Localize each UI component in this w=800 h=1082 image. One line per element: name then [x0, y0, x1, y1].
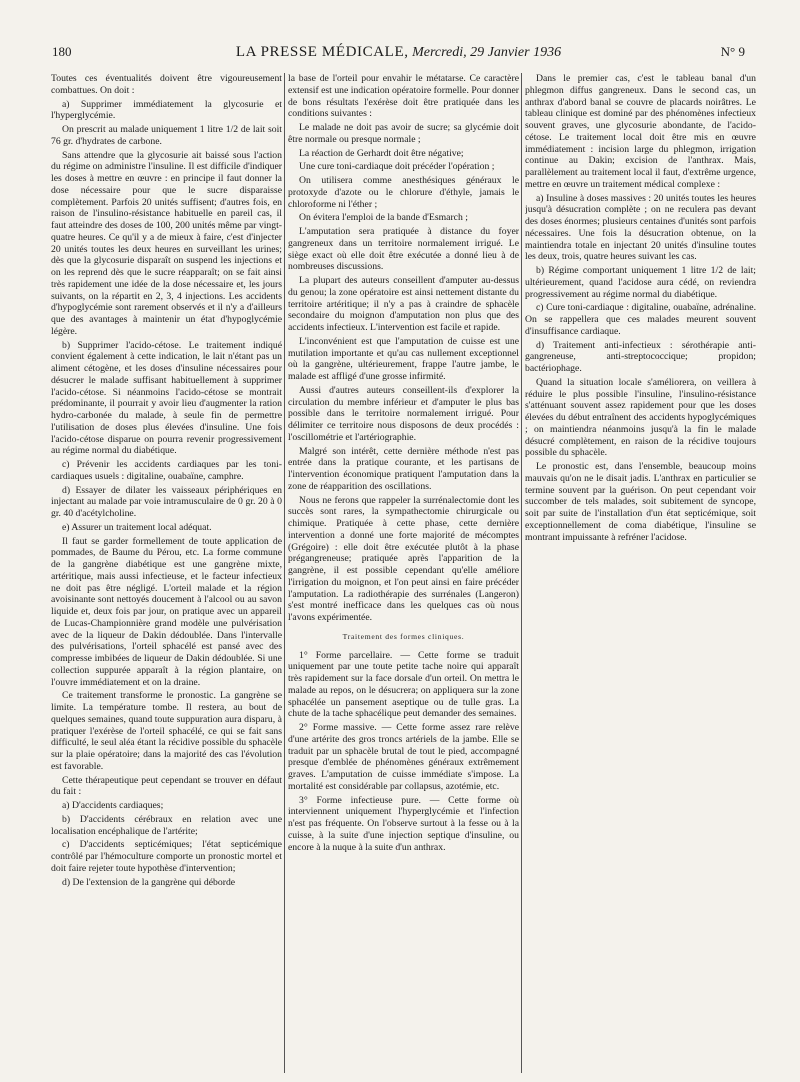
paragraph: Le pronostic est, dans l'ensemble, beaucoup moins mauvais qu'on ne le disait jadis. L'anthrax en particulier se termine souvent par la guérison. On peut cependant voir succomber de tels malades, soit subitement de syncope, soit par suite de l'installation d'un état septicémique, soit exceptionnellement de coma diabétique, l'insuline se montrant impuissante à refréner l'acidose.	[525, 461, 756, 543]
paragraph: e) Assurer un traitement local adéquat.	[62, 521, 212, 533]
journal-title: LA PRESSE MÉDICALE,	[235, 44, 409, 60]
paragraph: Toutes ces éventualités doivent être vigoureusement combattues. On doit :	[51, 73, 282, 96]
paragraph: L'amputation sera pratiquée à distance du foyer gangreneux dans un territoire normalement irrigué. Le siège exact où elle doit être exécutée a donné lieu à de nombreuses discussions.	[288, 226, 519, 273]
masthead	[52, 44, 745, 61]
paragraph: Ce traitement transforme le pronostic. La gangrène se limite. La température tombe. Il restera, au bout de quelques semaines, quand toute suppuration aura disparu, à pratiquer l'exérèse de l'orteil sphacélé, ce qui se fait sans difficulté, le seul aléa étant la récidive possible du sphacèle sur la plaie opératoire; dans la majorité des cas l'évolution est favorable.	[51, 690, 282, 772]
paragraph: a) Supprimer immédiatement la glycosurie et l'hyperglycémie.	[51, 98, 282, 122]
paragraph: Dans le premier cas, c'est le tableau banal d'un phlegmon diffus gangreneux. Dans le second cas, un anthrax d'abord banal se couvre de placards noirâtres. Le tableau clinique est dominé par des phénomènes infectieux souvent graves, une glycosurie abondante, de l'acido-cétose. Le traitement local doit être mis en œuvre immédiatement : incision large du phlegmon, irrigation continue au Dakin; excision de l'anthrax. Mais, parallèlement au traitement local il faut, d'extrême urgence, mettre en œuvre un traitement médical complexe :	[525, 73, 756, 190]
paragraph: Le malade ne doit pas avoir de sucre; sa glycémie doit être normale ou presque normale ;	[288, 122, 519, 145]
paragraph: Quand la situation locale s'améliorera, on veillera à réduire le plus possible l'insuline, l'insulino-résistance s'atténuant souvent assez rapidement pour que les doses élevées du début entraînent des accidents hypoglycémiques ; on maintiendra néanmoins jusqu'à la fin le malade désucré complètement, en raison de la récidive toujours possible du sphacèle.	[525, 376, 756, 459]
paragraph: Malgré son intérêt, cette dernière méthode n'est pas entrée dans la pratique courante, et les partisans de l'intervention économique pratiquent l'amputation dans la zone de réapparition des oscillations.	[288, 445, 519, 492]
column-rule	[521, 73, 522, 1073]
column-2	[288, 73, 519, 1075]
paragraph: La réaction de Gerhardt doit être négative;	[299, 147, 464, 159]
issue-number: N° 9	[720, 44, 745, 59]
paragraph: 3° Forme infectieuse pure. — Cette forme où interviennent uniquement l'hyperglycémie et l'infection n'est pas fréquente. On l'observe surtout à la fesse ou à la cuisse, à la suite d'une injection septique d'insuline, ou encore à la nuque à la suite d'un anthrax.	[288, 794, 519, 853]
paragraph: Nous ne ferons que rappeler la surrénalectomie dont les succès sont rares, la sympathectomie chirurgicale ou chimique. Pratiquée à cette phase, cette dernière intervention a donné une forte majorité de mécomptes (Grégoire) : elle doit être exécutée plutôt à la phase prégangreneuse; pratiquée après l'apparition de la gangrène, il est possible cependant qu'elle améliore l'irrigation du moignon, et l'on peut ainsi en faire précéder l'amputation. La radiothérapie des surrénales (Langeron) s'est montré inefficace dans les quelques cas où nous l'avons expérimentée.	[288, 494, 519, 623]
paragraph: On évitera l'emploi de la bande d'Esmarch ;	[299, 212, 468, 224]
column-3	[525, 73, 756, 1075]
column-rule	[284, 73, 285, 1073]
paragraph: 1° Forme parcellaire. — Cette forme se traduit uniquement par une toute petite tache noire qui apparaît très rapidement sur la face dorsale d'un orteil. On mettra le malade au repos, on le désucrera; on appliquera sur la zone sphacélée un pansement aseptique ou de tulle gras. La chute de la tache sphacélique peut demander des semaines.	[288, 649, 519, 720]
paragraph: la base de l'orteil pour envahir le métatarse. Ce caractère extensif est une indication opératoire formelle. Pour donner de bons résultats l'exérèse doit être pratiquée dans les conditions suivantes :	[288, 73, 519, 120]
paragraph: a) Insuline à doses massives : 20 unités toutes les heures jusqu'à désucration complète ; on ne reculera pas devant des doses énormes; plusieurs centaines d'unités sont parfois nécessaires. Une fois la désucration obtenue, on la maintiendra totale en injectant 20 unités d'insuline toutes les deux, trois, quatre heures suivant les cas.	[525, 192, 756, 263]
paragraph: b) Régime comportant uniquement 1 litre 1/2 de lait; ultérieurement, quand l'acidose aura cédé, on reviendra progressivement au régime normal du diabétique.	[525, 265, 756, 300]
paragraph: c) Prévenir les accidents cardiaques par les toni-cardiaques usuels : digitaline, ouabaïne, camphre.	[51, 459, 282, 482]
paragraph: La plupart des auteurs conseillent d'amputer au-dessus du genou; la zone opératoire est ainsi nettement distante du territoire artéritique; il n'y a pas à craindre de sphacèle secondaire du moignon d'amputation non plus que des accidents infectieux. L'intervention est facile et rapide.	[288, 275, 519, 333]
paragraph: c) Cure toni-cardiaque : digitaline, ouabaïne, adrénaline. On se rappellera que ces malades meurent souvent d'insuffisance cardiaque.	[525, 302, 756, 337]
paragraph: d) Essayer de dilater les vaisseaux périphériques en injectant au malade par voie intramusculaire de 0 gr. 20 à 0 gr. 40 d'acétylcholine.	[51, 484, 282, 519]
section-heading: Traitement des formes cliniques.	[342, 631, 465, 641]
paragraph: Il faut se garder formellement de toute application de pommades, de Baume du Pérou, etc. La forme commune de la gangrène diabétique est une gangrène mixte, artéritique, mais aussi infectieuse, et le facteur infectieux ne doit pas être négligé. L'orteil malade et la région avoisinante sont nettoyés doucement à l'alcool ou au savon liquide et, deux fois par jour, on pratique avec un appareil de Lucas-Championnière grand modèle une pulvérisation avec de la liqueur de Dakin dédoublée. Dans l'intervalle des pulvérisations, l'orteil sphacélé est pansé avec des compresse imbibées de liqueur de Dakin dédoublée. Si une collection suppurée apparaît à la région plantaire, on l'ouvre immédiatement et on la draine.	[51, 535, 282, 688]
paragraph: b) D'accidents cérébraux en relation avec une localisation encéphalique de l'artérite;	[51, 813, 282, 837]
paragraph: L'inconvénient est que l'amputation de cuisse est une mutilation importante et qu'au cas nullement exceptionnel où la gangrène, ultérieurement, frappe l'autre jambe, le malade est affligé d'une grosse infirmité.	[288, 335, 519, 382]
page-header	[52, 44, 745, 66]
paragraph: d) Traitement anti-infectieux : sérothérapie anti-gangreneuse, anti-streptococcique; propidon; bactériophage.	[525, 339, 756, 374]
paragraph: On utilisera comme anesthésiques généraux le protoxyde d'azote ou le chlorure d'éthyle, jamais le chloroforme ni l'éther ;	[288, 175, 519, 210]
paragraph: Aussi d'autres auteurs conseillent-ils d'explorer la circulation du membre inférieur et d'amputer le plus bas possible dans le territoire normalement irrigué. Pour délimiter ce territoire nous disposons de deux procédés : l'oscillométrie et l'artériographie.	[288, 384, 519, 443]
page-number: 180	[52, 44, 72, 59]
paragraph: Une cure toni-cardiaque doit précéder l'opération ;	[299, 161, 495, 173]
paragraph: c) D'accidents septicémiques; l'état septicémique contrôlé par l'hémoculture comporte un pronostic mortel et doit faire rejeter toute hypothèse d'intervention;	[51, 839, 282, 874]
paragraph: a) D'accidents cardiaques;	[62, 800, 164, 811]
paragraph: d) De l'extension de la gangrène qui déborde	[62, 876, 236, 888]
paragraph: Cette thérapeutique peut cependant se trouver en défaut du fait :	[51, 774, 282, 798]
paragraph: 2° Forme massive. — Cette forme assez rare relève d'une artérite des gros troncs artériels de la jambe. Elle se traduit par un sphacèle brutal de tout le pied, accompagné presque d'emblée de phénomènes généraux extrêmement graves. L'amputation de cuisse immédiate s'impose. La mortalité est considérable par collapsus, azotémie, etc.	[288, 722, 519, 792]
column-1	[51, 73, 282, 1075]
paragraph: On prescrit au malade uniquement 1 litre 1/2 de lait soit 76 gr. d'hydrates de carbone.	[51, 124, 282, 147]
issue-date: Mercredi, 29 Janvier 1936	[412, 45, 562, 60]
paragraph: b) Supprimer l'acido-cétose. Le traitement indiqué convient également à cette indication, le lait n'étant pas un aliment cétogène, et les doses d'insuline nécessaires pour désucrer le malade suffisant habituellement à supprimer l'acido-cétose. Si néanmoins l'acido-cétose se montrait prédominante, il pourrait y avoir lieu d'augmenter la ration hydro-carbonée du malade, à seule fin de permettre l'utilisation de doses plus élevées d'insuline. Une fois l'acido-cétose disparue on pourra revenir progressivement au régime normal du diabétique.	[51, 339, 282, 457]
paragraph: Sans attendre que la glycosurie ait baissé sous l'action du régime on administre l'insuline. Il est difficile d'indiquer les doses à mettre en œuvre : en principe il faut donner la dose nécessaire pour que le sucre disparaisse complètement. Parfois 20 unités suffisent; d'autres fois, en raison de l'insulino-résistance habituelle en pareil cas, il faut atteindre des doses de 100, 200 unités même par vingt-quatre heures. Ce qu'il y a de mieux à faire, c'est d'injecter 20 unités toutes les deux heures en surveillant les urines; dès que la glycosurie disparaît on suspend les injections et on les reprend dès que le sucre réapparaît; on se fait ainsi très rapidement une idée de la dose nécessaire et, les jours suivants, on la répartit en 2, 3, 4 injections. Les accidents d'hypoglycémie sont rarement observés et il n'y a d'ailleurs que des avantages à maintenir un état d'hypoglycémie légère.	[51, 149, 282, 337]
